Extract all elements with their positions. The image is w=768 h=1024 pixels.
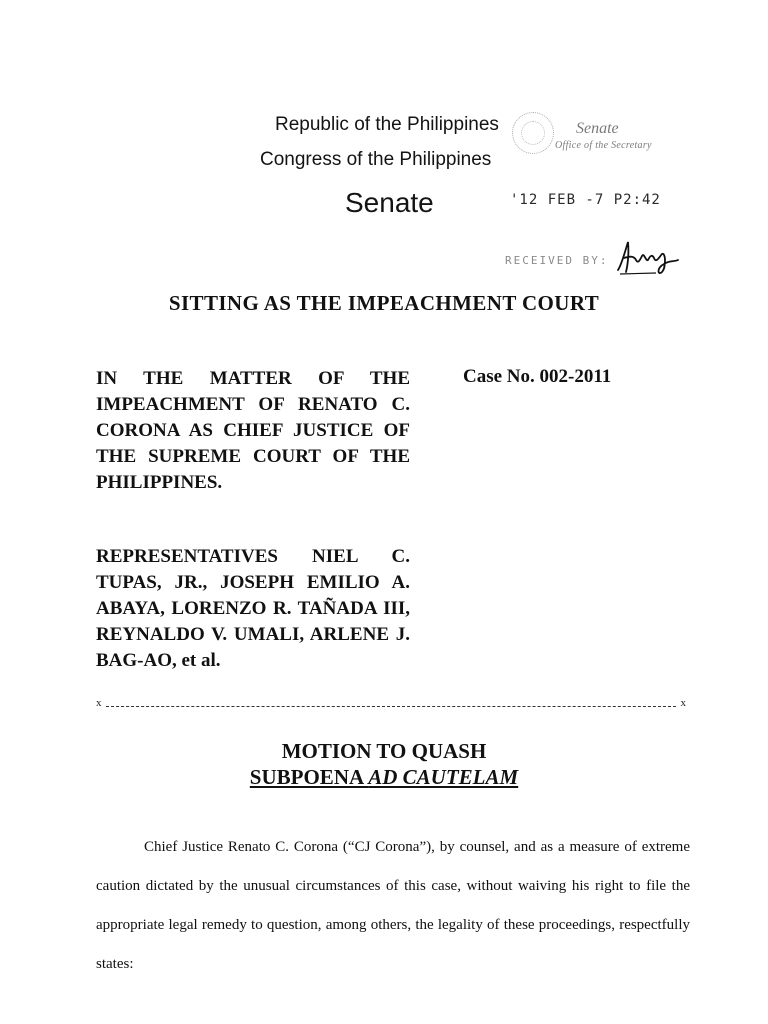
caption-representatives: REPRESENTATIVES NIEL C. TUPAS, JR., JOSEPH EMILIO A. ABAYA, LORENZO R. TAÑADA III, REYNALDO V. UMALI, ARLENE J. BAG-AO, et al.	[96, 546, 410, 671]
separator-end: x	[680, 697, 686, 709]
motion-title-line2	[0, 765, 768, 790]
stamp-office: Office of the Secretary	[555, 140, 652, 151]
court-title: SITTING AS THE IMPEACHMENT COURT	[168, 291, 600, 315]
signature-icon	[616, 238, 680, 278]
case-number: Case No. 002-2011	[463, 366, 612, 387]
stamp-senate-mark: Senate	[576, 120, 619, 137]
motion-title-prefix: SUBPOENA	[249, 765, 369, 789]
seal-stamp-icon	[512, 112, 554, 154]
header-senate: Senate	[345, 187, 434, 218]
motion-title-italic: AD CAUTELAM	[368, 765, 519, 789]
motion-title-line1: MOTION TO QUASH	[281, 739, 487, 763]
header-congress: Congress of the Philippines	[260, 149, 492, 170]
stamp-datetime: '12 FEB -7 P2:42	[510, 192, 661, 208]
stamp-received-by: RECEIVED BY:	[505, 254, 609, 267]
caption-separator	[96, 697, 686, 712]
caption-matter: IN THE MATTER OF THE IMPEACHMENT OF RENATO C. CORONA AS CHIEF JUSTICE OF THE SUPREME COURT OF THE PHILIPPINES.	[96, 368, 410, 493]
header-republic: Republic of the Philippines	[275, 114, 499, 135]
body-paragraph: Chief Justice Renato C. Corona (“CJ Corona”), by counsel, and as a measure of extreme caution dictated by the unusual circumstances of this case, without waiving his right to file the appropriate legal remedy to question, among others, the legality of these proceedings, respectfully states:	[96, 839, 690, 972]
separator-start: x	[96, 697, 102, 709]
